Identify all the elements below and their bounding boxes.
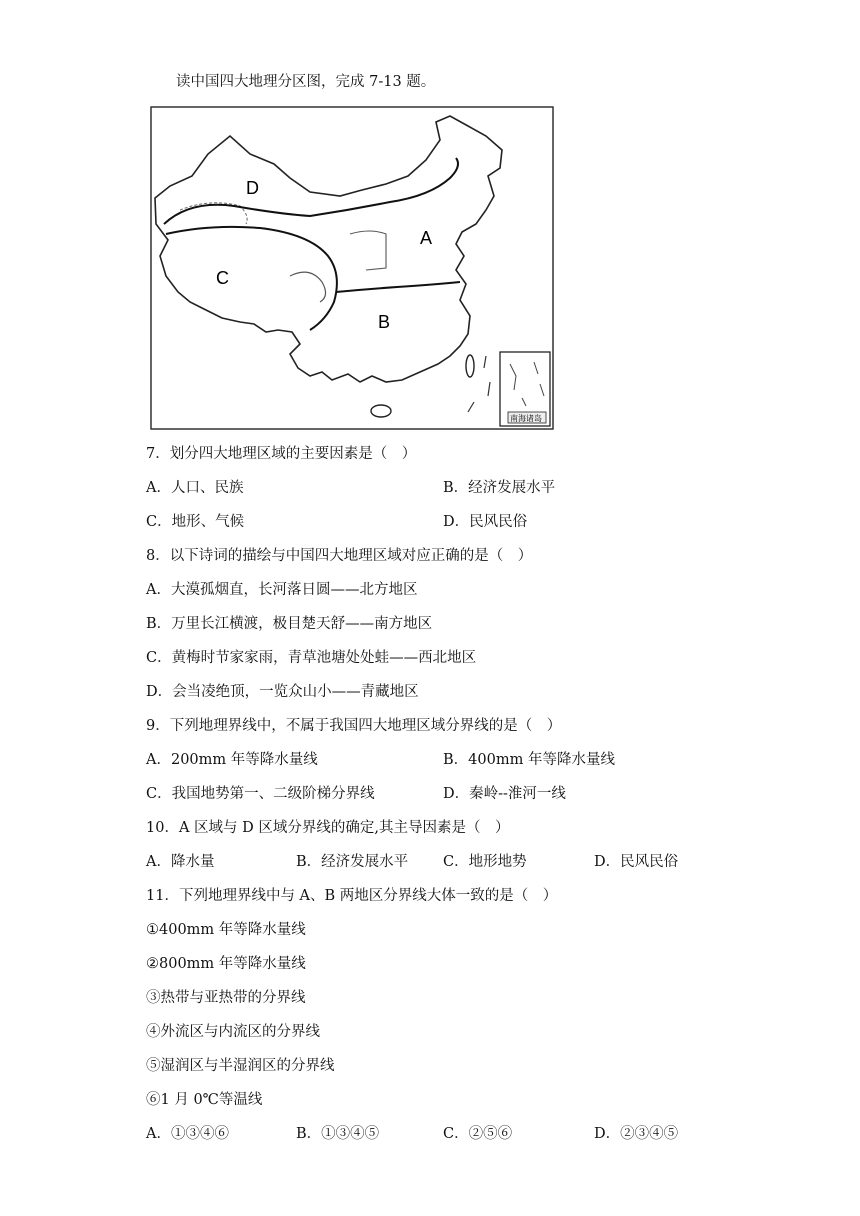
question-10-option-d: D．民风民俗 xyxy=(594,854,679,870)
question-10-option-c: C．地形地势 xyxy=(443,854,527,870)
question-11-item-4: ④外流区与内流区的分界线 xyxy=(146,1024,320,1040)
question-7-option-b: B．经济发展水平 xyxy=(443,480,556,496)
region-label-d: D xyxy=(246,178,259,198)
question-8-option-a: A．大漠孤烟直，长河落日圆——北方地区 xyxy=(146,582,418,598)
question-7-stem: 7．划分四大地理区域的主要因素是（ ） xyxy=(146,446,417,462)
question-9-option-b: B．400mm 年等降水量线 xyxy=(443,752,615,768)
question-7-option-d: D．民风民俗 xyxy=(443,514,528,530)
question-8-stem: 8．以下诗词的描绘与中国四大地理区域对应正确的是（ ） xyxy=(146,548,533,564)
question-11-item-2: ②800mm 年等降水量线 xyxy=(146,956,306,972)
question-11-item-5: ⑤湿润区与半湿润区的分界线 xyxy=(146,1058,335,1074)
question-11-option-c: C．②⑤⑥ xyxy=(443,1126,513,1142)
question-11-option-d: D．②③④⑤ xyxy=(594,1126,679,1142)
question-11-item-3: ③热带与亚热带的分界线 xyxy=(146,990,306,1006)
question-11-stem: 11．下列地理界线中与 A、B 两地区分界线大体一致的是（ ） xyxy=(146,888,558,904)
inset-label: 南海诸岛 xyxy=(510,414,542,423)
question-9-option-a: A．200mm 年等降水量线 xyxy=(146,752,318,768)
china-regions-map xyxy=(150,106,554,430)
question-10-option-b: B．经济发展水平 xyxy=(296,854,409,870)
map-frame xyxy=(151,107,553,429)
south-china-sea-inset xyxy=(500,352,550,426)
question-9-option-d: D．秦岭--淮河一线 xyxy=(443,786,566,802)
question-7-option-a: A．人口、民族 xyxy=(146,480,244,496)
question-9-option-c: C．我国地势第一、二级阶梯分界线 xyxy=(146,786,375,802)
question-11-option-a: A．①③④⑥ xyxy=(146,1126,229,1142)
region-label-a: A xyxy=(420,228,433,248)
region-label-c: C xyxy=(216,268,229,288)
question-9-stem: 9．下列地理界线中，不属于我国四大地理区域分界线的是（ ） xyxy=(146,718,562,734)
question-8-option-d: D．会当凌绝顶，一览众山小——青藏地区 xyxy=(146,684,419,700)
question-11-item-1: ①400mm 年等降水量线 xyxy=(146,922,306,938)
question-10-stem: 10．A 区域与 D 区域分界线的确定,其主导因素是（ ） xyxy=(146,820,510,836)
question-8-option-b: B．万里长江横渡，极目楚天舒——南方地区 xyxy=(146,616,433,632)
question-11-item-6: ⑥1 月 0℃等温线 xyxy=(146,1092,263,1108)
question-10-option-a: A．降水量 xyxy=(146,854,215,870)
question-7-option-c: C．地形、气候 xyxy=(146,514,245,530)
region-label-b: B xyxy=(378,312,391,332)
intro-text: 读中国四大地理分区图，完成 7-13 题。 xyxy=(176,74,436,90)
question-8-option-c: C．黄梅时节家家雨，青草池塘处处蛙——西北地区 xyxy=(146,650,477,666)
question-11-option-b: B．①③④⑤ xyxy=(296,1126,380,1142)
